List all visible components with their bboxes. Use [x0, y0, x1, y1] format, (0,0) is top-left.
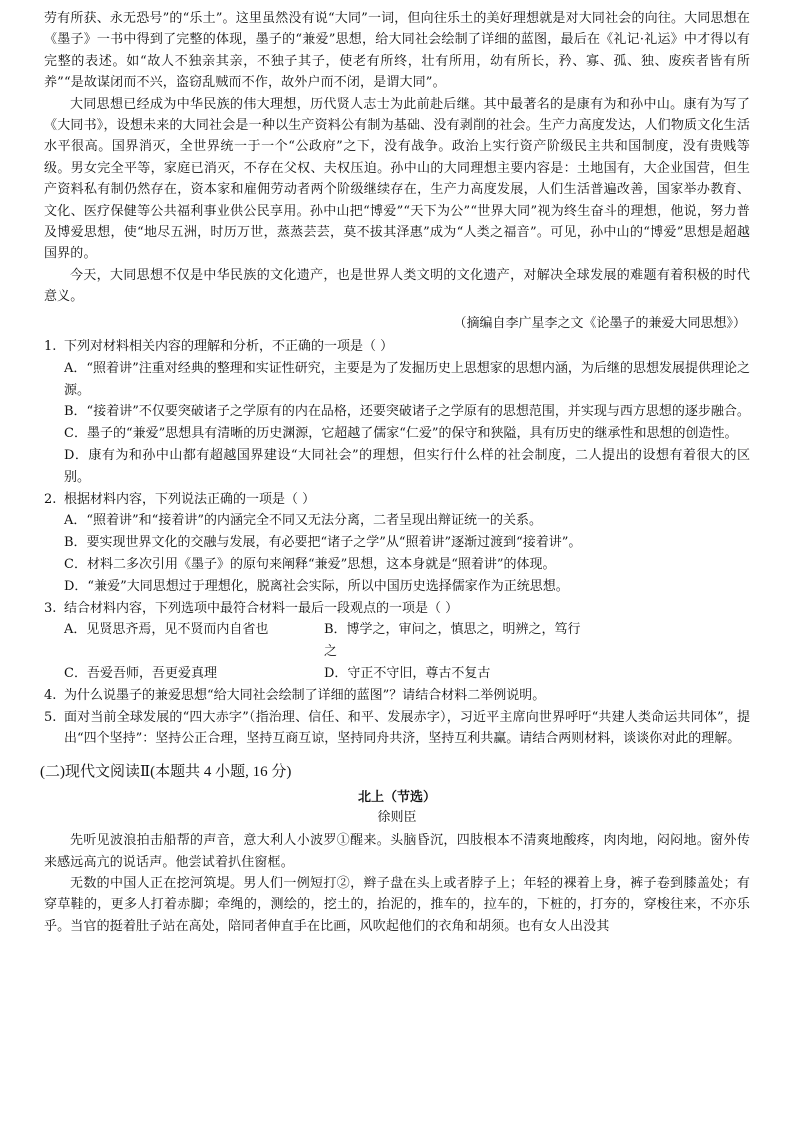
document-page: [40, 8, 750, 937]
question-number: 1.: [44, 339, 57, 355]
material-source: （摘编自李广星李之文《论墨子的兼爱大同思想》）: [453, 315, 746, 331]
question-4: [44, 685, 750, 707]
question-stem: 下列对材料相关内容的理解和分析，不正确的一项是（ ）: [64, 339, 394, 355]
material-paragraph-3: 今天，大同思想不仅是中华民族的文化遗产，也是世界人类文明的文化遗产，对解决全球发展的难题有着积极的时代意义。: [44, 267, 750, 305]
article-paragraph-1: 先听见波浪拍击船帮的声音，意大利人小波罗①醒来。头脑昏沉，四肢根本不清爽地酸疼，肉肉地，闷闷地。窗外传来感远高亢的说话声。他尝试着扒住窗框。: [44, 833, 750, 870]
option-c: C．墨子的“兼爱”思想具有清晰的历史渊源，它超越了儒家“仁爱”的保守和狭隘，具有历史的继承性和思想的创造性。: [64, 426, 738, 442]
option-d: D．守正不守旧，尊古不复古: [324, 666, 491, 682]
option-a: A．“照着讲”和“接着讲”的内涵完全不同又无法分离，二者呈现出辩证统一的关系。: [64, 513, 542, 529]
material-paragraph-2: 大同思想已经成为中华民族的伟大理想，历代贤人志士为此前赴后继。其中最著名的是康有为和孙中山。康有为写了《大同书》，设想未来的大同社会是一种以生产资料公有制为基础、没有剥削的社会。生产力高度发达，人们物质文化生活水平很高。国界消灭，全世界统一于一个“公政府”之下，没有战争。政治上实行资产阶级民主共和国制度，没有贵贱等级。男女完全平等，家庭已消灭，不存在父权、夫权压迫。孙中山的大同理想主要内容是：土地国有，大企业国营，但生产资料私有制仍然存在，资本家和雇佣劳动者两个阶级继续存在，生产力高度发展，人们生活普遍改善，国家举办教育、文化、医疗保健等公共福利事业供公民享用。孙中山把“博爱”“天下为公”“世界大同”视为终生奋斗的理想，他说，努力普及博爱思想，使“地尽五洲，时历万世，蒸蒸芸芸，莫不拔其泽惠”成为“人类之福音”。可见，孙中山的“博爱”思想是超越国界的。: [44, 96, 750, 262]
option-c: C．吾爱吾师，吾更爱真理: [64, 666, 217, 682]
question-stem: 结合材料内容，下列选项中最符合材料一最后一段观点的一项是（ ）: [64, 600, 459, 616]
question-number: 2.: [44, 491, 57, 507]
option-a: A．“照着讲”注重对经典的整理和实证性研究，主要是为了发掘历史上思想家的思想内涵，为后继的思想发展提供理论之源。: [64, 360, 750, 398]
section-heading: (二)现代文阅读Ⅱ(本题共 4 小题, 16 分): [40, 764, 292, 781]
article-author: 徐则臣: [377, 810, 417, 826]
question-5: [44, 707, 750, 751]
option-d: D．“兼爱”大同思想过于理想化，脱离社会实际，所以中国历史选择儒家作为正统思想。: [64, 578, 569, 594]
option-d: D．康有为和孙中山都有超越国界建设“大同社会”的理想，但实行什么样的社会制度，二人提出的设想有着很大的区别。: [64, 448, 750, 485]
question-number: 5.: [44, 709, 57, 725]
question-stem: 为什么说墨子的兼爱思想“给大同社会绘制了详细的蓝图”？请结合材料二举例说明。: [64, 687, 546, 703]
option-b: B．“接着讲”不仅要突破诸子之学原有的内在品格，还要突破诸子之学原有的思想范围，并实现与西方思想的逐步融合。: [64, 404, 750, 420]
question-3: [44, 598, 750, 685]
article-title: 北上（节选）: [357, 790, 436, 806]
question-stem: 面对当前全球发展的“四大赤字”（指治理、信任、和平、发展赤字），习近平主席向世界呼吁“共建人类命运共同体”，提出“四个坚持”：坚持公正合理，坚持互商互谅，坚持同舟共济，坚持互利共赢。请结合两则材料，谈谈你对此的理解。: [64, 709, 750, 747]
question-2: [44, 489, 750, 598]
material-paragraph-1: 劳有所获、永无恐号”的“乐土”。这里虽然没有说“大同”一词，但向往乐土的美好理想就是对大同社会的向往。大同思想在《墨子》一书中得到了完整的体现，墨子的“兼爱”思想，给大同社会绘制了详细的蓝图，最后在《礼记·礼运》中才得以有完整的表述。如“故人不独亲其亲，不独子其子，使老有所终，壮有所用，幼有所长，矜、寡、孤、独、废疾者皆有所养”“是故谋闭而不兴，盗窃乱贼而不作，故外户而不闭，是谓大同”。: [44, 11, 750, 91]
question-number: 3.: [44, 600, 57, 616]
option-b: B．博学之，审问之，慎思之，明辨之，笃行之: [324, 622, 581, 660]
article-paragraph-2: 无数的中国人正在挖河筑堤。男人们一例短打②，辫子盘在头上或者脖子上；年轻的裸着上身，裤子卷到膝盖处；有穿草鞋的，更多人打着赤脚；牵绳的，测绘的，挖土的，抬泥的，推车的，拉车的，下桩的，打夯的，穿梭往来，不亦乐乎。当官的挺着肚子站在高处，陪同者伸直手在比画，风吹起他们的衣角和胡须。也有女人出没其: [44, 876, 750, 934]
option-b: B．要实现世界文化的交融与发展，有必要把“诸子之学”从“照着讲”逐渐过渡到“接着讲”。: [64, 535, 582, 551]
question-number: 4.: [44, 687, 57, 703]
option-c: C．材料二多次引用《墨子》的原句来阐释“兼爱”思想，这本身就是“照着讲”的体现。: [64, 557, 556, 573]
question-1: [44, 336, 750, 489]
question-stem: 根据材料内容，下列说法正确的一项是（ ）: [64, 491, 316, 507]
option-a: A．见贤思齐焉，见不贤而内自省也: [64, 622, 269, 638]
